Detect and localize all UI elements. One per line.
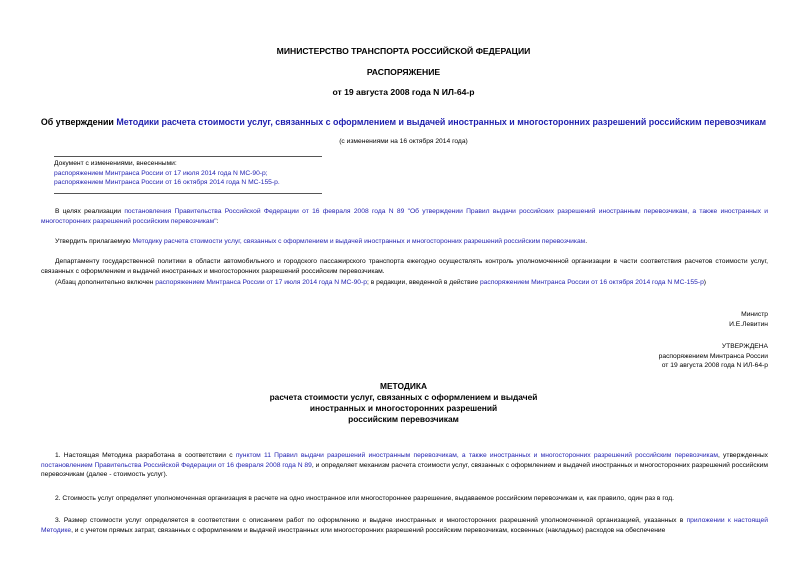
para2-methodology-link[interactable]: Методику расчета стоимости услуг, связанных с оформлением и выдачей иностранных и многосторонних разрешений российским перевозчикам	[132, 238, 586, 245]
document-type: РАСПОРЯЖЕНИЕ	[366, 67, 441, 77]
para1-prefix: В целях реализации	[55, 208, 125, 215]
approval-line-1: УТВЕРЖДЕНА	[721, 343, 768, 350]
changes-box-heading: Документ с изменениями, внесенными:	[54, 160, 177, 167]
item3-appendix-link[interactable]: приложении к настоящей Методике	[41, 517, 768, 534]
methodology-heading: МЕТОДИКА	[379, 381, 428, 391]
paragraph-3-note	[55, 278, 768, 288]
para1-decree-link[interactable]: постановления Правительства Российской Федерации от 16 февраля 2008 года N 89 "Об утверждении Правил выдачи российских разрешений иностранным перевозчикам, а также иностранных и многосторонних разрешений российским перевозчикам"	[41, 208, 768, 225]
changes-box-top-rule	[54, 156, 322, 157]
para2-suffix: .	[585, 238, 588, 245]
item1-suffix: , и определяет механизм расчета стоимости услуг, связанных с оформлением и выдачей иностранных и многосторонних разрешений российским перевозчикам (далее - стоимость услуг).	[41, 461, 768, 479]
methodology-heading-block	[0, 381, 807, 425]
signature-block	[729, 310, 768, 329]
item1-middle: , утвержденных	[717, 452, 768, 459]
ministry-heading: МИНИСТЕРСТВО ТРАНСПОРТА РОССИЙСКОЙ ФЕДЕРАЦИИ	[276, 46, 531, 56]
item1-decree-link[interactable]: постановлением Правительства Российской Федерации от 16 февраля 2008 года N 89	[41, 461, 312, 469]
item1-rules-link[interactable]: пунктом 11 Правил выдачи разрешений иностранным перевозчикам, а также иностранных и многосторонних разрешений российским перевозчикам	[235, 452, 718, 459]
approval-block	[659, 342, 768, 371]
paragraph-3: Департаменту государственной политики в области автомобильного и городского пассажирского транспорта ежегодно осуществлять контроль уполномоченной организации в части соответствия расчетов стоимости услуг, связанных с оформлением и выдачей иностранных и многосторонних разрешений российским перевозчикам.	[41, 258, 768, 275]
paragraph-2	[55, 237, 768, 247]
document-date-number: от 19 августа 2008 года N ИЛ-64-р	[332, 87, 475, 97]
paragraph-1	[41, 207, 768, 226]
document-title	[0, 117, 807, 127]
note-link-2[interactable]: распоряжением Минтранса России от 16 октября 2014 года N МС-155-р	[479, 279, 704, 286]
item-2: 2. Стоимость услуг определяет уполномоченная организация в расчете на одно иностранное или многостороннее разрешение, выдаваемое российским перевозчикам и, как правило, один раз в год.	[55, 495, 674, 502]
revision-note: (с изменениями на 16 октября 2014 года)	[339, 138, 468, 145]
signature-name: И.Е.Левитин	[729, 320, 768, 328]
change-link-1[interactable]: распоряжением Минтранса России от 17 июля 2014 года N МС-90-р;	[54, 169, 268, 177]
methodology-line-2: иностранных и многосторонних разрешений	[309, 403, 498, 413]
methodology-line-3: российским перевозчикам	[348, 414, 459, 424]
signature-position: Министр	[741, 311, 768, 318]
changes-box	[54, 159, 354, 188]
title-prefix: Об утверждении	[40, 117, 117, 127]
methodology-line-1: расчета стоимости услуг, связанных с оформлением и выдачей	[269, 392, 538, 402]
note-prefix: (Абзац дополнительно включен	[55, 279, 156, 286]
change-link-2[interactable]: распоряжением Минтранса России от 16 октября 2014 года N МС-155-р.	[54, 179, 280, 187]
item-3	[41, 516, 768, 535]
approval-line-3: от 19 августа 2008 года N ИЛ-64-р	[661, 362, 768, 370]
para1-suffix: :	[216, 217, 219, 225]
item1-prefix: 1. Настоящая Методика разработана в соответствии с	[55, 452, 236, 459]
item3-prefix: 3. Размер стоимости услуг определяется в соответствии с описанием работ по оформлению и выдаче иностранных и многосторонних разрешений уполномоченной организацией, указанных в	[55, 517, 687, 524]
item-1	[41, 451, 768, 480]
note-suffix: )	[703, 279, 707, 286]
approval-line-2: распоряжением Минтранса России	[658, 352, 768, 360]
item3-suffix: , и с учетом прямых затрат, связанных с оформлением и выдачей иностранных или многосторонних разрешений российским перевозчикам, косвенных (накладных) расходов на обеспечение	[71, 526, 666, 534]
para2-prefix: Утвердить прилагаемую	[55, 238, 133, 245]
note-link-1[interactable]: распоряжением Минтранса России от 17 июля 2014 года N МС-90-р	[155, 279, 367, 286]
changes-box-bottom-rule	[54, 193, 322, 194]
note-middle: ; в редакции, введенной в действие	[366, 279, 480, 286]
title-methodology-link[interactable]: Методики расчета стоимости услуг, связанных с оформлением и выдачей иностранных и многосторонних разрешений российским перевозчикам	[116, 117, 767, 127]
